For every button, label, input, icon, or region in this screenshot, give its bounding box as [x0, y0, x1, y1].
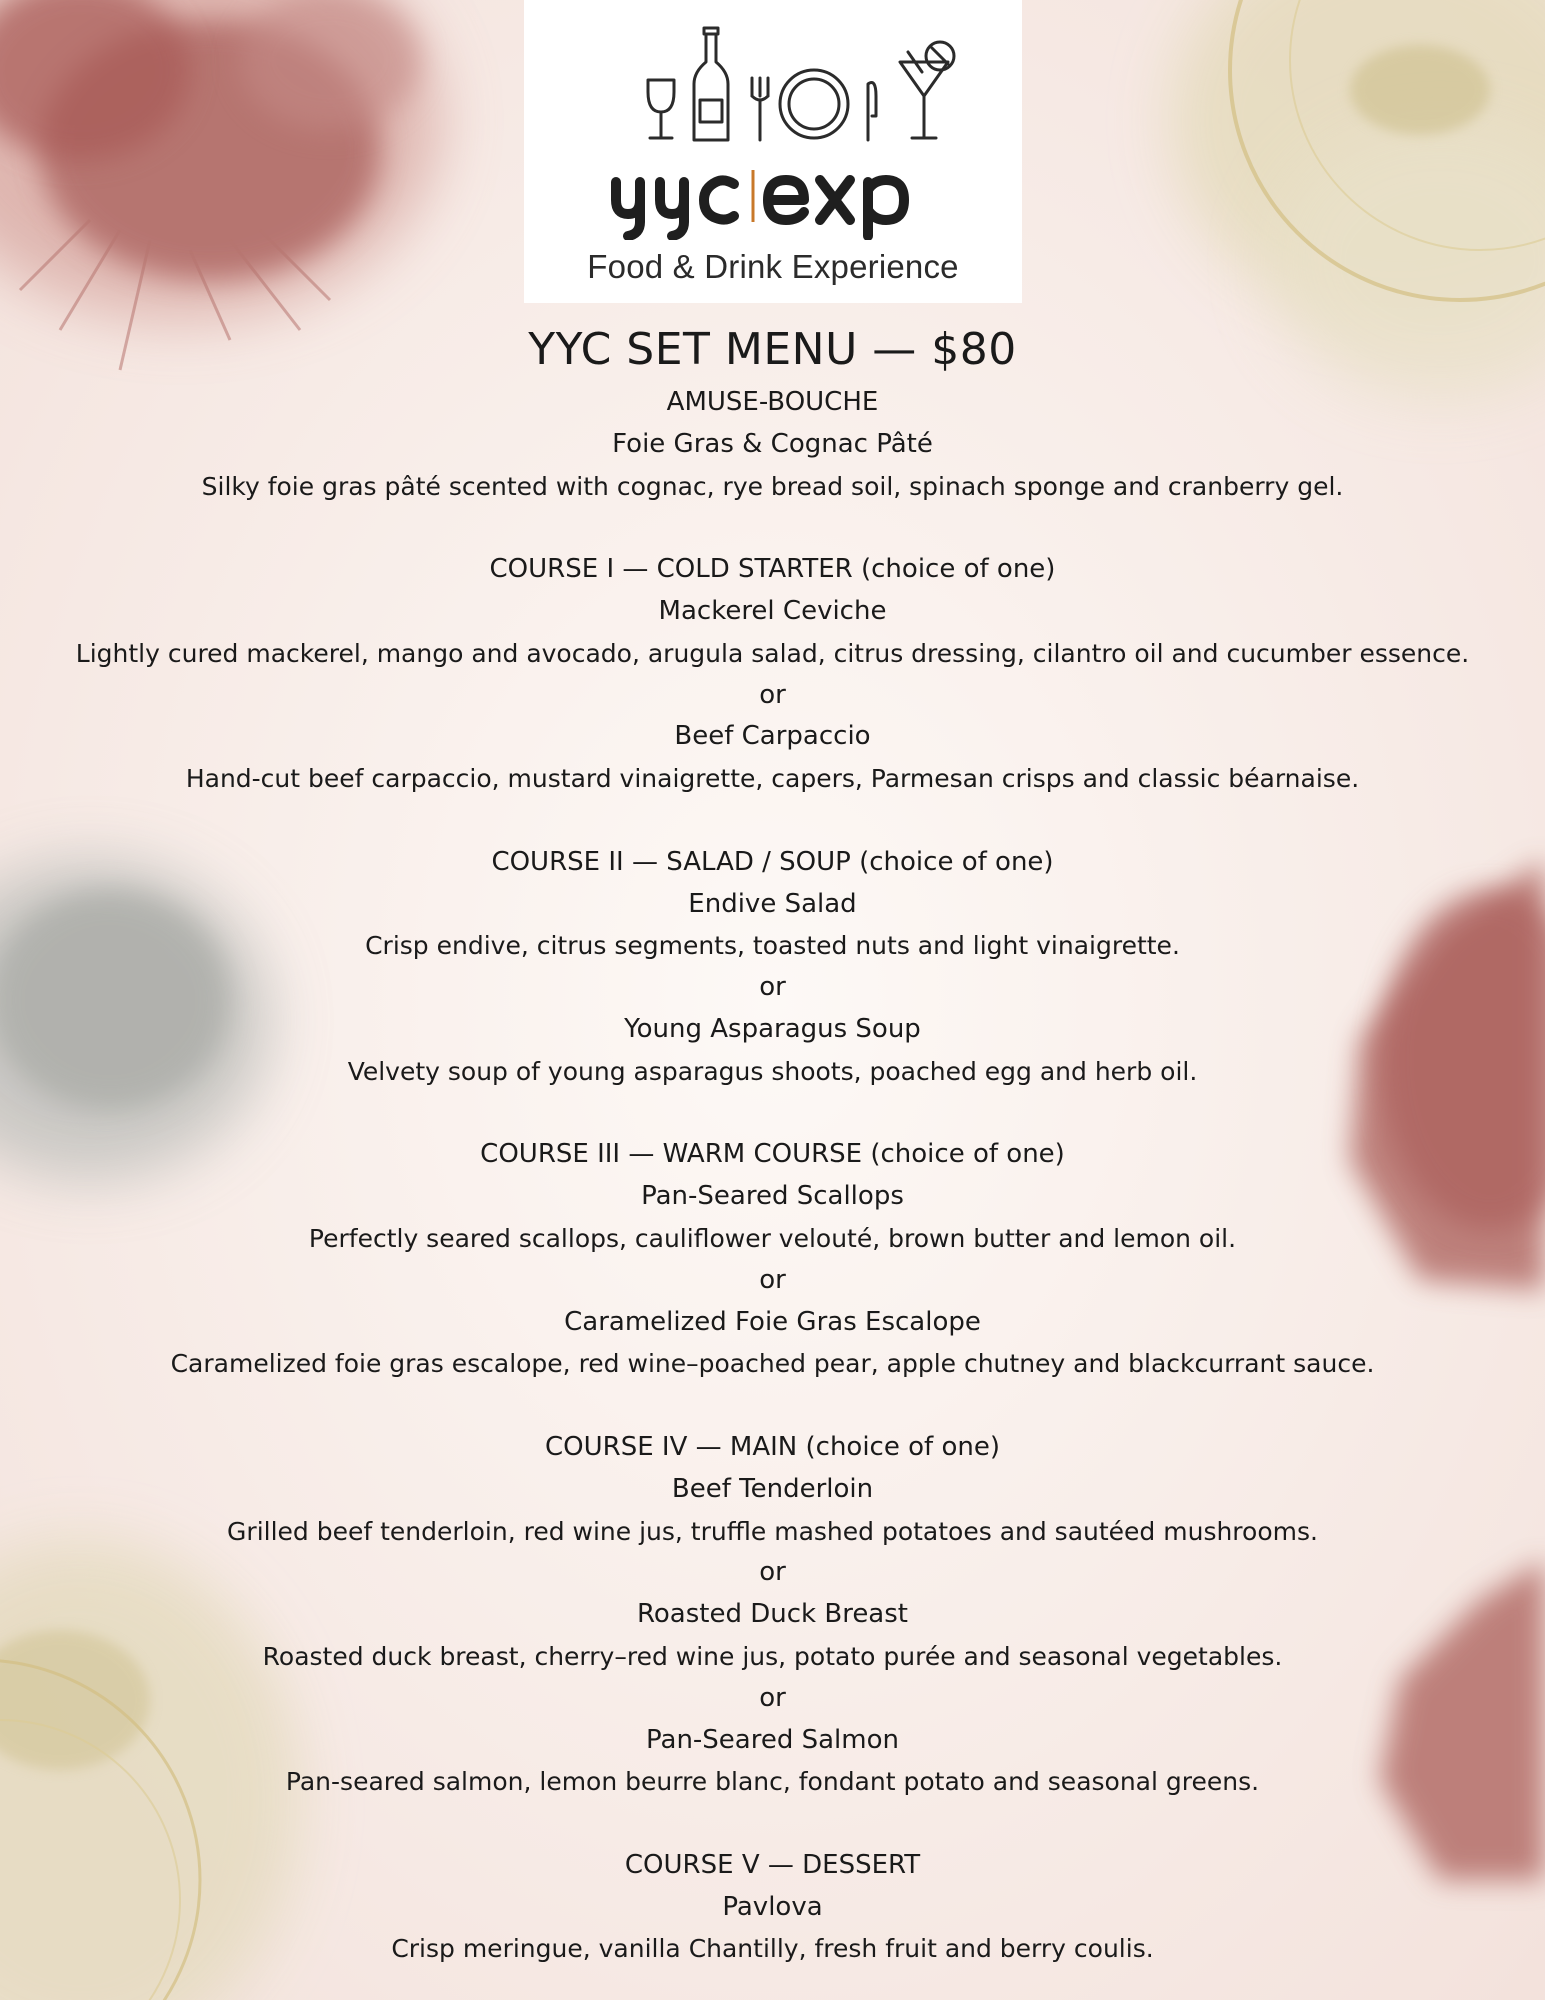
- dish-description: Velvety soup of young asparagus shoots, poached egg and herb oil.: [347, 1056, 1198, 1086]
- section-heading: COURSE III — WARM COURSE (choice of one): [480, 1139, 1065, 1170]
- section-course-5: [0, 1845, 1545, 1970]
- dish-name: Pavlova: [722, 1891, 823, 1922]
- dish-name: Mackerel Ceviche: [658, 595, 887, 626]
- dish-description: Lightly cured mackerel, mango and avocado, arugula salad, citrus dressing, cilantro oil and cucumber essence.: [75, 638, 1470, 668]
- section-course-1: [0, 549, 1545, 800]
- section-heading: AMUSE-BOUCHE: [666, 387, 879, 417]
- dish-description: Hand-cut beef carpaccio, mustard vinaigrette, capers, Parmesan crisps and classic béarnaise.: [185, 764, 1360, 794]
- section-amuse-bouche: [0, 382, 1545, 507]
- menu: [0, 318, 1545, 1970]
- dish-name: Roasted Duck Breast: [637, 1599, 908, 1630]
- dish-description: Caramelized foie gras escalope, red wine–poached pear, apple chutney and blackcurrant sauce.: [170, 1349, 1375, 1379]
- dish-description: Pan-seared salmon, lemon beurre blanc, fondant potato and seasonal greens.: [285, 1767, 1260, 1797]
- dish-description: Crisp meringue, vanilla Chantilly, fresh fruit and berry coulis.: [391, 1934, 1154, 1964]
- dish-name: Endive Salad: [688, 888, 857, 919]
- section-course-4: [0, 1427, 1545, 1803]
- section-course-3: [0, 1134, 1545, 1385]
- dish-name: Caramelized Foie Gras Escalope: [564, 1306, 981, 1337]
- dish-name: Pan-Seared Scallops: [641, 1181, 904, 1212]
- section-heading: COURSE I — COLD STARTER (choice of one): [489, 554, 1056, 585]
- or-separator: or: [759, 1557, 786, 1588]
- dish-name: Beef Tenderloin: [671, 1473, 874, 1504]
- or-separator: or: [759, 972, 786, 1003]
- section-heading: COURSE II — SALAD / SOUP (choice of one): [491, 846, 1054, 877]
- section-heading: COURSE V — DESSERT: [624, 1849, 921, 1880]
- or-separator: or: [759, 1264, 786, 1295]
- dish-name: Young Asparagus Soup: [624, 1013, 921, 1044]
- logo: [524, 0, 1022, 303]
- brand-tagline: Food & Drink Experience: [587, 248, 959, 285]
- section-course-2: [0, 842, 1545, 1093]
- section-spacer: [0, 800, 1545, 842]
- menu-title: YYC SET MENU — $80: [528, 324, 1017, 375]
- dish-description: Grilled beef tenderloin, red wine jus, truffle mashed potatoes and sautéed mushrooms.: [227, 1516, 1318, 1546]
- dish-description: Perfectly seared scallops, cauliflower velouté, brown butter and lemon oil.: [308, 1223, 1237, 1253]
- dish-name: Pan-Seared Salmon: [646, 1724, 899, 1755]
- section-spacer: [0, 1093, 1545, 1135]
- section-spacer: [0, 1385, 1545, 1427]
- or-separator: or: [759, 1682, 786, 1713]
- section-spacer: [0, 507, 1545, 549]
- dish-description: Silky foie gras pâté scented with cognac, rye bread soil, spinach sponge and cranberry gel.: [201, 471, 1344, 501]
- dish-description: Crisp endive, citrus segments, toasted nuts and light vinaigrette.: [365, 931, 1180, 961]
- dish-name: Foie Gras & Cognac Pâté: [612, 428, 933, 459]
- wine-glass-bottle-fork-plate-knife-cocktail-icon: [524, 0, 1022, 240]
- section-spacer: [0, 1803, 1545, 1845]
- dish-description: Roasted duck breast, cherry–red wine jus, potato purée and seasonal vegetables.: [262, 1641, 1283, 1671]
- dish-name: Beef Carpaccio: [674, 721, 871, 752]
- or-separator: or: [759, 679, 786, 710]
- section-heading: COURSE IV — MAIN (choice of one): [545, 1431, 1000, 1462]
